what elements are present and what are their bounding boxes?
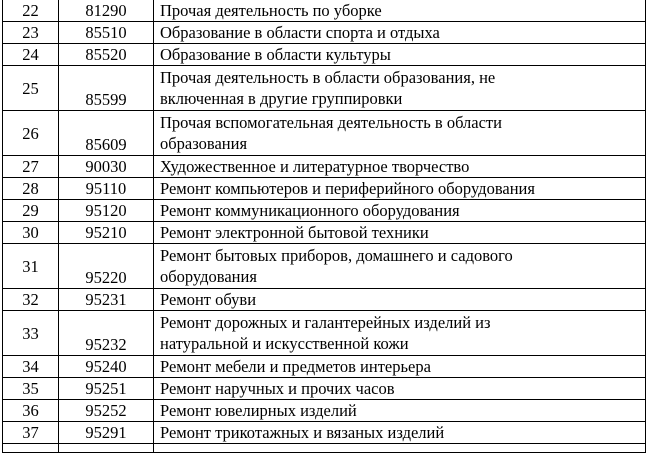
activity-name-line: Ремонт бытовых приборов, домашнего и садового (160, 246, 513, 265)
activity-code: 95231 (59, 289, 154, 311)
activity-name (154, 244, 646, 289)
activity-code: 95251 (59, 378, 154, 400)
activity-name-line: Ремонт трикотажных и вязаных изделий (160, 423, 445, 442)
row-number: 23 (3, 22, 59, 44)
table-row (3, 156, 646, 178)
activity-code: 95220 (59, 244, 154, 289)
activity-name (154, 66, 646, 111)
activity-name (154, 156, 646, 178)
activity-codes-table (2, 0, 646, 453)
table-row (3, 378, 646, 400)
row-number: 32 (3, 289, 59, 311)
row-number: 29 (3, 200, 59, 222)
activity-name-line: Ремонт компьютеров и периферийного оборудования (160, 179, 535, 198)
activity-code: 95240 (59, 356, 154, 378)
activity-name-line: оборудования (160, 267, 257, 286)
activity-name-line: Художественное и литературное творчество (160, 157, 470, 176)
activity-code: 85599 (59, 66, 154, 111)
row-number: 37 (3, 422, 59, 444)
activity-name (154, 44, 646, 66)
empty-cell (3, 444, 59, 453)
activity-name-line: Ремонт дорожных и галантерейных изделий из (160, 313, 491, 332)
table-row (3, 44, 646, 66)
activity-code: 90030 (59, 156, 154, 178)
table-row (3, 289, 646, 311)
row-number: 24 (3, 44, 59, 66)
row-number: 31 (3, 244, 59, 289)
activity-code: 85510 (59, 22, 154, 44)
activity-code: 95232 (59, 311, 154, 356)
table-row (3, 66, 646, 111)
activity-code: 95210 (59, 222, 154, 244)
table-row (3, 400, 646, 422)
activity-code: 95120 (59, 200, 154, 222)
empty-cell (154, 444, 646, 453)
row-number: 27 (3, 156, 59, 178)
activity-code: 95110 (59, 178, 154, 200)
activity-name (154, 378, 646, 400)
activity-name-line: включенная в другие группировки (160, 89, 403, 108)
empty-cell (59, 444, 154, 453)
row-number: 22 (3, 0, 59, 22)
activity-name-line: Ремонт электронной бытовой техники (160, 223, 429, 242)
row-number: 34 (3, 356, 59, 378)
table-row (3, 200, 646, 222)
table-row (3, 244, 646, 289)
row-number: 25 (3, 66, 59, 111)
row-number: 35 (3, 378, 59, 400)
row-number: 36 (3, 400, 59, 422)
activity-code: 85520 (59, 44, 154, 66)
row-number: 30 (3, 222, 59, 244)
activity-name-line: Образование в области культуры (160, 45, 391, 64)
activity-name (154, 0, 646, 22)
table-row (3, 178, 646, 200)
table-row (3, 0, 646, 22)
activity-name (154, 178, 646, 200)
activity-code: 95252 (59, 400, 154, 422)
activity-name (154, 311, 646, 356)
activity-code: 95291 (59, 422, 154, 444)
activity-name (154, 400, 646, 422)
table-body (3, 0, 646, 453)
activity-name-line: Образование в области спорта и отдыха (160, 23, 440, 42)
table-row (3, 422, 646, 444)
activity-name (154, 22, 646, 44)
activity-name-line: Ремонт обуви (160, 290, 257, 309)
activity-name-line: Прочая вспомогательная деятельность в области (160, 113, 502, 132)
activity-name-line: Прочая деятельность по уборке (160, 1, 382, 20)
activity-name-line: натуральной и искусственной кожи (160, 334, 409, 353)
table-row-cut-off (3, 444, 646, 453)
activity-code: 85609 (59, 111, 154, 156)
activity-name (154, 111, 646, 156)
activity-name (154, 422, 646, 444)
row-number: 26 (3, 111, 59, 156)
row-number: 33 (3, 311, 59, 356)
row-number: 28 (3, 178, 59, 200)
table-row (3, 356, 646, 378)
activity-name-line: Ремонт мебели и предметов интерьера (160, 357, 431, 376)
activity-name-line: Прочая деятельность в области образования, не (160, 68, 496, 87)
table-row (3, 222, 646, 244)
activity-name (154, 200, 646, 222)
activity-name-line: Ремонт коммуникационного оборудования (160, 201, 460, 220)
table-row (3, 111, 646, 156)
activity-name-line: Ремонт наручных и прочих часов (160, 379, 395, 398)
activity-name-line: Ремонт ювелирных изделий (160, 401, 357, 420)
activity-name (154, 289, 646, 311)
activity-code: 81290 (59, 0, 154, 22)
activity-name (154, 356, 646, 378)
table-row (3, 311, 646, 356)
table-row (3, 22, 646, 44)
activity-name-line: образования (160, 134, 248, 153)
activity-name (154, 222, 646, 244)
